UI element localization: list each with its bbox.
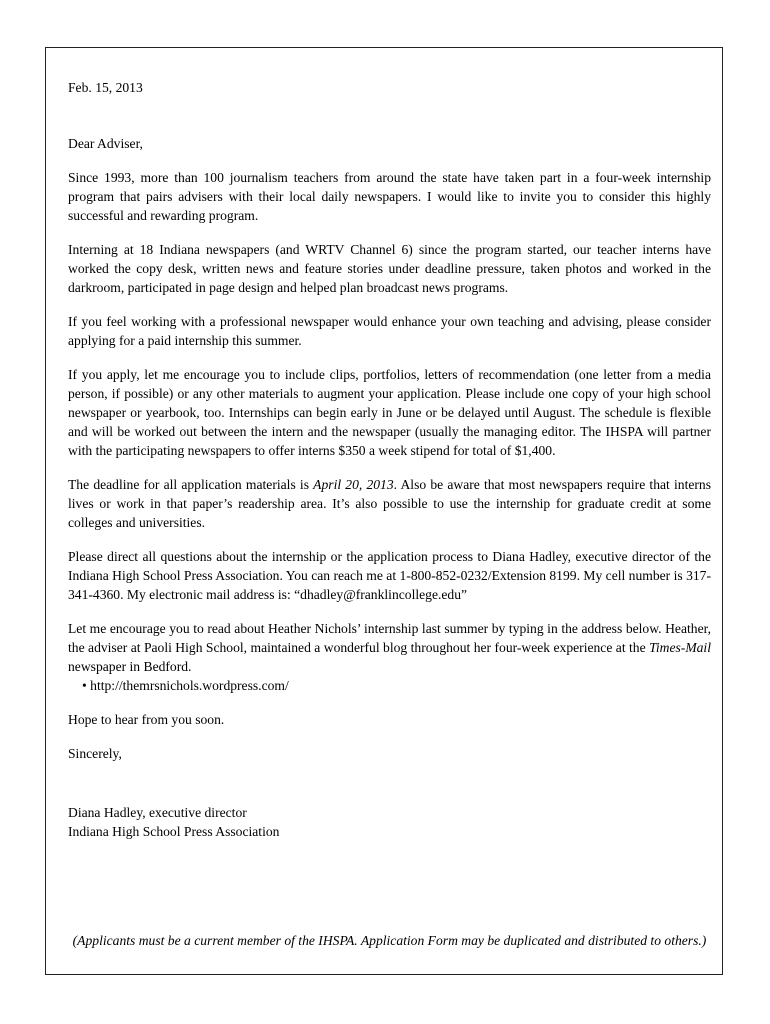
paragraph-intern-experience: Interning at 18 Indiana newspapers (and WRTV Channel 6) since the program started, our teacher interns have worked the copy desk, written news and feature stories under deadline pressure, taken photos and worked in the darkroom, participated in page design and helped plan broadcast news programs.	[68, 242, 711, 295]
paragraph-application-materials: If you apply, let me encourage you to include clips, portfolios, letters of recommendation (one letter from a media person, if possible) or any other materials to augment your application. Please include one copy of your high school newspaper or yearbook, too. Internships can begin early in June or be delayed until August. The schedule is flexible and will be worked out between the intern and the newspaper (usually the managing editor. The IHSPA will partner with the participating newspapers to offer interns $350 a week stipend for total of $1,400.	[68, 367, 711, 458]
paragraph-blog	[68, 619, 711, 676]
footnote: (Applicants must be a current member of the IHSPA. Application Form may be duplicated and distributed to others.)	[72, 932, 707, 948]
blog-tail: newspaper in Bedford.	[68, 659, 192, 674]
signature-organization: Indiana High School Press Association	[68, 824, 280, 839]
paragraph-program-intro: Since 1993, more than 100 journalism teachers from around the state have taken part in a four-week internship program that pairs advisers with their local daily newspapers. I would like to invite you to consider this highly successful and rewarding program.	[68, 170, 711, 223]
paragraph-sign-off: Hope to hear from you soon.	[68, 712, 225, 727]
deadline-tail: . Also be aware that most newspapers require that interns lives or work in that paper’s readership area. It’s also possible to use the internship for graduate credit at some colleges and universities.	[68, 477, 711, 530]
blog-lead: Let me encourage you to read about Heather Nichols’ internship last summer by typing in the address below. Heather, the adviser at Paoli High School, maintained a wonderful blog throughout her four-week experience at the	[68, 621, 711, 655]
salutation: Dear Adviser,	[68, 136, 143, 151]
letter-date: Feb. 15, 2013	[68, 80, 143, 95]
paragraph-contact: Please direct all questions about the internship or the application process to Diana Hadley, executive director of the Indiana High School Press Association. You can reach me at 1-800-852-0232/Extension 8199. My cell number is 317-341-4360. My electronic mail address is: “dhadley@franklincollege.edu”	[68, 549, 711, 602]
deadline-date: April 20, 2013	[313, 477, 394, 492]
paragraph-deadline	[68, 475, 711, 532]
paragraph-invitation: If you feel working with a professional newspaper would enhance your own teaching and advising, please consider applying for a paid internship this summer.	[68, 314, 711, 348]
blog-link[interactable]: • http://themrsnichols.wordpress.com/	[82, 678, 289, 693]
closing: Sincerely,	[68, 746, 122, 761]
signature-name: Diana Hadley, executive director	[68, 805, 247, 820]
newspaper-name: Times-Mail	[649, 640, 711, 655]
deadline-lead: The deadline for all application materials is	[68, 477, 314, 492]
letter-body	[68, 78, 711, 841]
